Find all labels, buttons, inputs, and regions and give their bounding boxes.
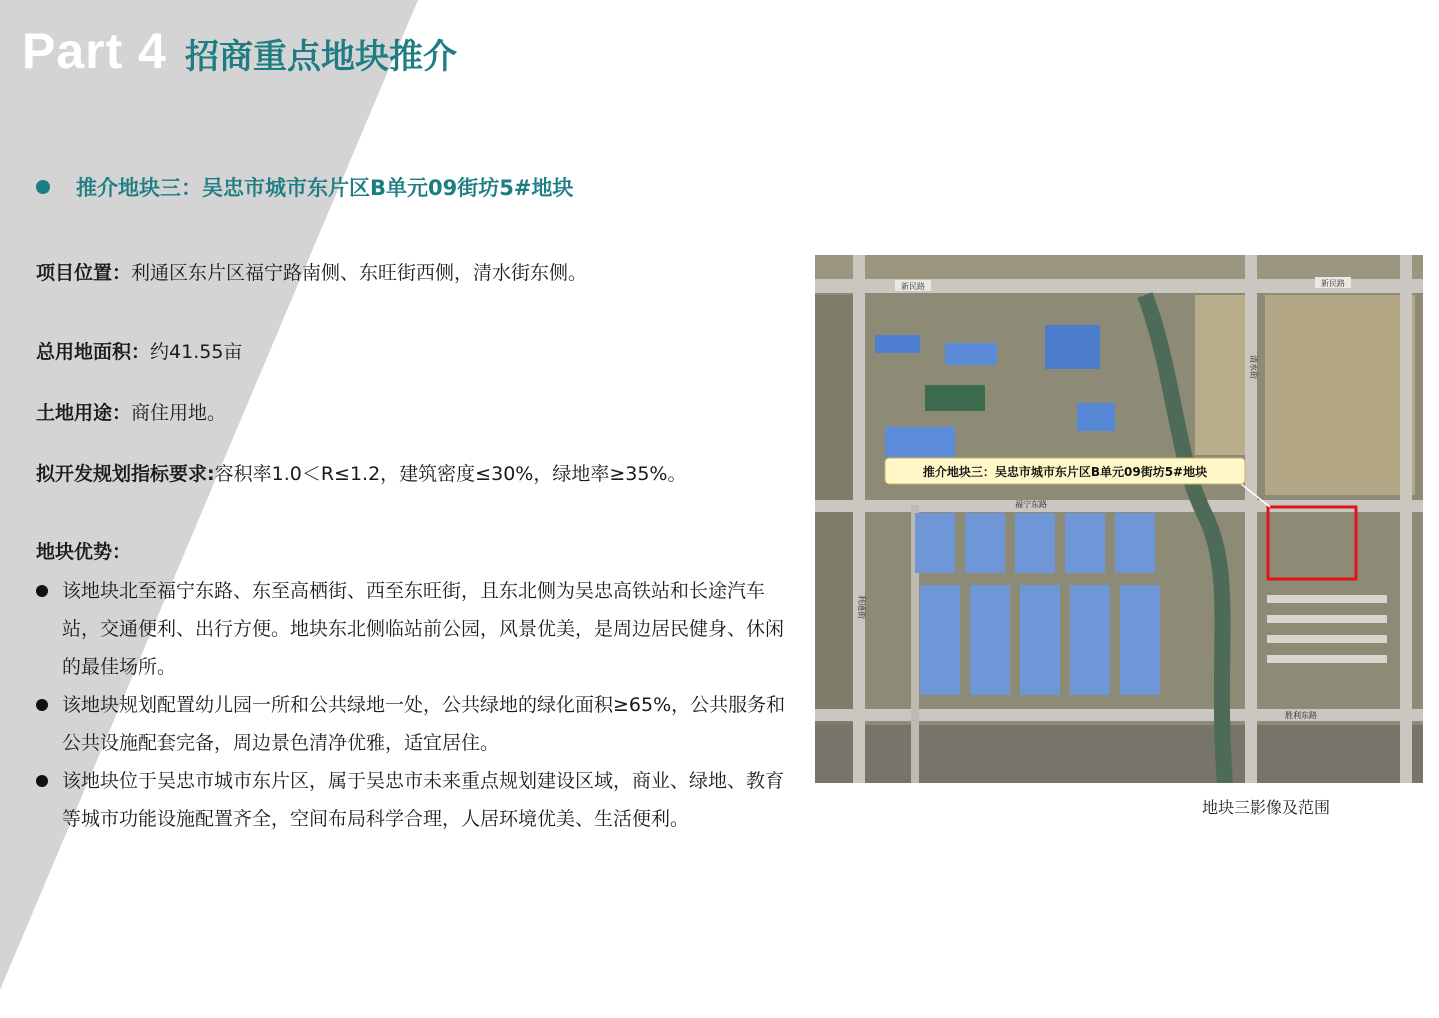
list-item	[36, 572, 796, 686]
bullet-dot-icon	[36, 180, 50, 194]
map-callout-label: 推介地块三：吴忠市城市东片区B单元09街坊5#地块	[922, 465, 1208, 479]
page-header	[22, 22, 457, 80]
road-label: 新民路	[901, 282, 925, 291]
field-value: 商住用地。	[131, 402, 227, 424]
field-value: 利通区东片区福宁路南侧、东旺街西侧，清水街东侧。	[131, 262, 588, 284]
list-item	[36, 686, 796, 762]
field-label: 总用地面积	[36, 341, 132, 363]
bullet-icon	[36, 775, 48, 787]
road-label: 新民路	[1321, 279, 1345, 288]
field-sep: ：	[112, 402, 132, 424]
map-caption: 地块三影像及范围	[1202, 798, 1331, 817]
list-item	[36, 762, 796, 838]
field-sep: ：	[131, 341, 151, 363]
bullet-icon	[36, 585, 48, 597]
part-number: Part 4	[22, 23, 167, 79]
field-area	[36, 337, 242, 364]
field-label: 项目位置	[36, 262, 113, 284]
advantages-list	[36, 572, 796, 838]
field-sep: :	[207, 463, 215, 485]
parcel-title: 推介地块三：吴忠市城市东片区B单元09街坊5#地块	[76, 176, 574, 200]
page-title: 招商重点地块推介	[184, 37, 457, 77]
field-sep: ：	[112, 262, 132, 284]
road-label: 福宁东路	[1015, 500, 1047, 509]
road-label: 胜利东路	[1285, 711, 1317, 720]
list-item-text: 该地块规划配置幼儿园一所和公共绿地一处，公共绿地的绿化面积≥65%，公共服务和公共设施配套完备，周边景色清净优雅，适宜居住。	[62, 694, 786, 754]
list-item-text: 该地块北至福宁东路、东至高栖街、西至东旺街，且东北侧为吴忠高铁站和长途汽车站，交通便利、出行方便。地块东北侧临站前公园，风景优美，是周边居民健身、休闲的最佳场所。	[62, 580, 785, 678]
satellite-map	[815, 255, 1423, 783]
field-land-use	[36, 398, 226, 425]
bullet-icon	[36, 699, 48, 711]
field-label: 拟开发规划指标要求	[36, 463, 208, 485]
advantages-title: 地块优势：	[36, 541, 132, 563]
field-planning-indices	[36, 459, 686, 486]
parcel-subheading	[36, 172, 573, 202]
road-label: 利通街	[857, 595, 866, 619]
field-location	[36, 258, 587, 285]
field-label: 土地用途	[36, 402, 113, 424]
list-item-text: 该地块位于吴忠市城市东片区，属于吴忠市未来重点规划建设区域，商业、绿地、教育等城市功能设施配置齐全，空间布局科学合理，人居环境优美、生活便利。	[62, 770, 785, 830]
field-value: 容积率1.0＜R≤1.2，建筑密度≤30%，绿地率≥35%。	[214, 463, 687, 485]
road-label: 清水街	[1249, 355, 1258, 379]
field-value: 约41.55亩	[150, 341, 243, 363]
